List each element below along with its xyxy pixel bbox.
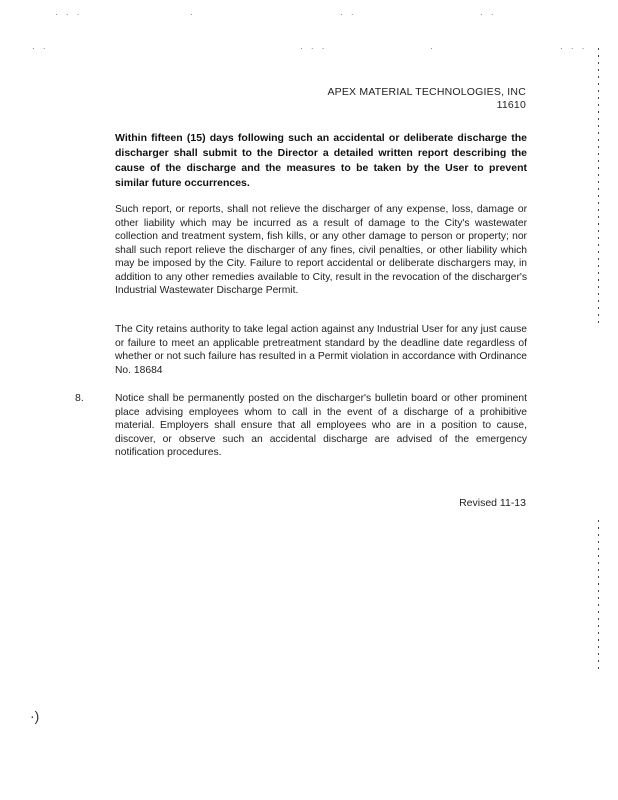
scan-noise-top: · · bbox=[32, 44, 49, 53]
document-code: 11610 bbox=[496, 99, 526, 111]
scan-noise-top: · · · bbox=[300, 44, 328, 53]
scan-noise-top: · · · bbox=[55, 10, 83, 19]
scan-edge-line bbox=[598, 520, 599, 670]
revision-date: Revised 11-13 bbox=[459, 497, 526, 509]
scan-noise-top: · · bbox=[340, 10, 357, 19]
scan-noise-top: · · bbox=[480, 10, 497, 19]
item-number: 8. bbox=[75, 392, 84, 404]
scan-noise-top: · bbox=[190, 10, 196, 19]
scan-noise-top: · bbox=[430, 44, 436, 53]
scan-noise-top: · · · bbox=[560, 44, 588, 53]
scan-mark: ·) bbox=[30, 708, 40, 724]
company-name: APEX MATERIAL TECHNOLOGIES, INC bbox=[327, 86, 526, 98]
liability-paragraph: Such report, or reports, shall not relieve the discharger of any expense, loss, damage or other liability which may be incurred as a result of damage to the City's wastewater collection and treatment system, fish kills, or any other damage to person or property; nor shall such report relieve the discharger of any fines, civil penalties, or other liability which may be imposed by the City. Failure to report accidental or deliberate dischargers may, in addition to any other remedies available to City, result in the revocation of the discharger's Industrial Wastewater Discharge Permit. bbox=[115, 204, 527, 296]
legal-action-paragraph: The City retains authority to take legal action against any Industrial User for any just cause or failure to meet an applicable pretreatment standard by the deadline date regardless of whether or not such failure has resulted in a Permit violation in accordance with Ordinance No. 18684 bbox=[115, 324, 527, 376]
scan-edge-line bbox=[598, 48, 599, 328]
document-header bbox=[327, 86, 526, 112]
reporting-requirement-paragraph: Within fifteen (15) days following such an accidental or deliberate discharge the discharger shall submit to the Director a detailed written report describing the cause of the discharge and the measures to be taken by the User to prevent similar future occurrences. bbox=[115, 132, 527, 189]
notice-posting-paragraph: Notice shall be permanently posted on the discharger's bulletin board or other prominent place advising employees whom to call in the event of a discharge of a prohibitive material. Employers shall ensure that all employees who are in a position to cause, discover, or observe such an accidental discharge are advised of the emergency notification procedures. bbox=[115, 393, 527, 458]
